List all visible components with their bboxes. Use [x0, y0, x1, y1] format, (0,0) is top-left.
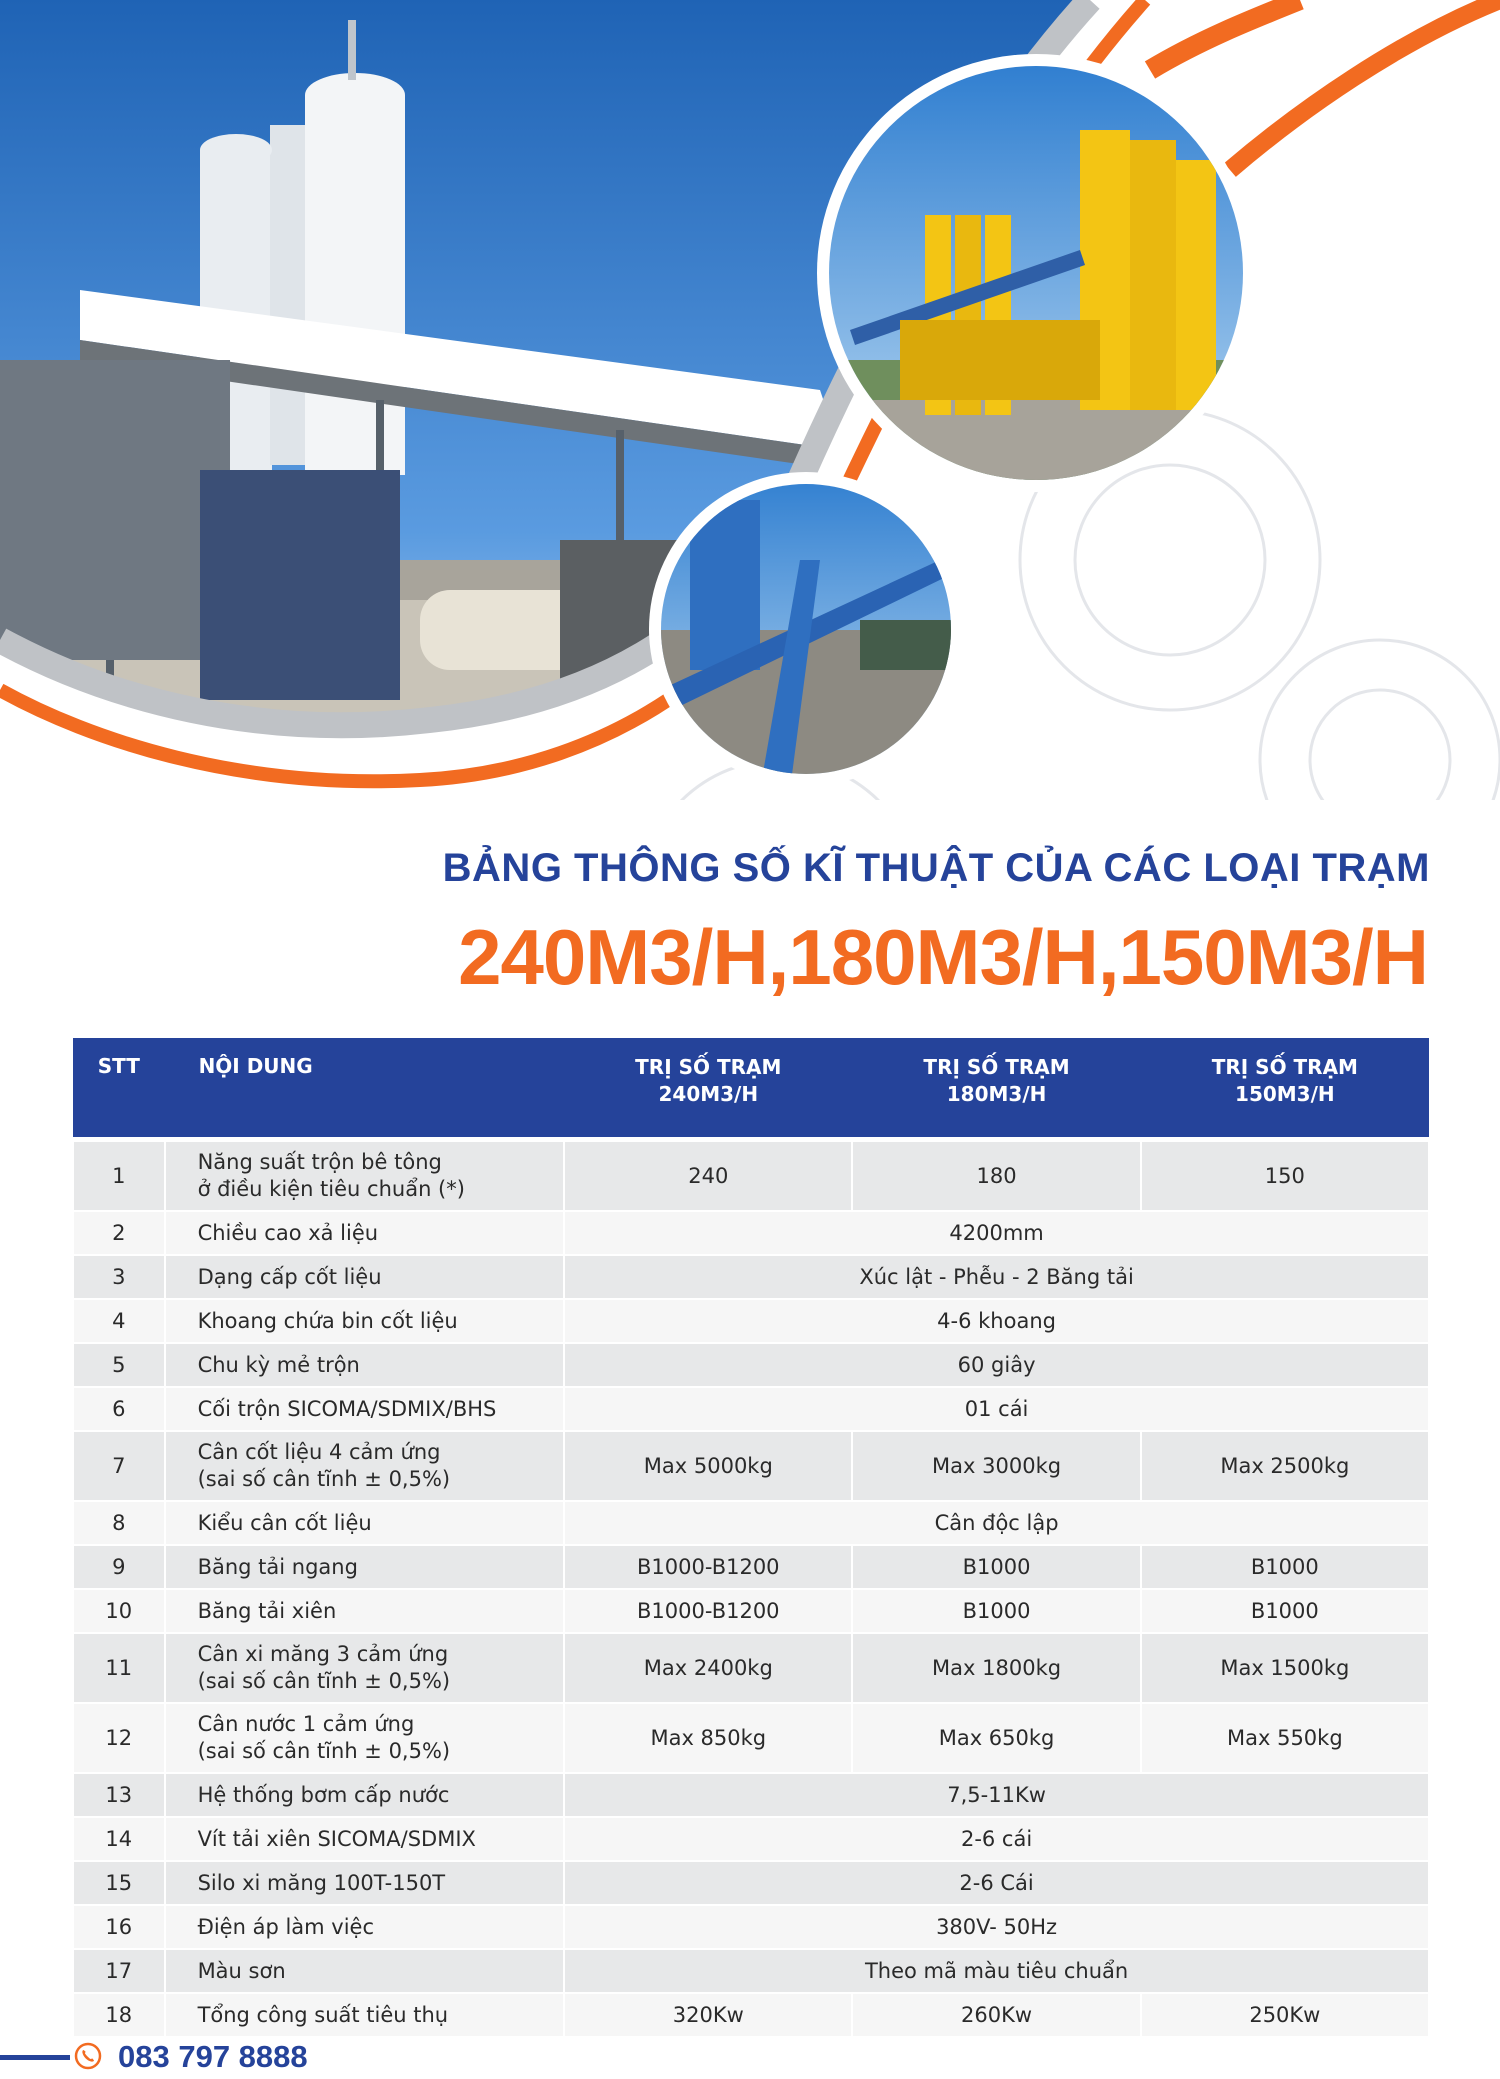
row-value-shared: 380V- 50Hz [564, 1905, 1429, 1949]
row-content: Kiểu cân cốt liệu [165, 1501, 565, 1545]
row-content: Hệ thống bơm cấp nước [165, 1773, 565, 1817]
row-value-shared: Theo mã màu tiêu chuẩn [564, 1949, 1429, 1993]
table-row [73, 1993, 1429, 2037]
table-row [73, 1633, 1429, 1703]
row-content: Cân xi măng 3 cảm ứng (sai số cân tĩnh ± 0,5%) [165, 1633, 565, 1703]
header-col-150: TRỊ SỐ TRẠM 150M3/H [1141, 1038, 1429, 1140]
row-stt: 11 [73, 1633, 165, 1703]
row-value-shared: Cân độc lập [564, 1501, 1429, 1545]
hero-artwork [0, 0, 1500, 800]
table-row [73, 1589, 1429, 1633]
header-col-180: TRỊ SỐ TRẠM 180M3/H [852, 1038, 1140, 1140]
table-row [73, 1703, 1429, 1773]
page-subtitle: 240M3/H,180M3/H,150M3/H [458, 913, 1428, 1001]
table-row [73, 1817, 1429, 1861]
row-value-180: B1000 [852, 1589, 1140, 1633]
row-content: Tổng công suất tiêu thụ [165, 1993, 565, 2037]
row-content: Màu sơn [165, 1949, 565, 1993]
row-content: Băng tải ngang [165, 1545, 565, 1589]
row-value-180: 260Kw [852, 1993, 1140, 2037]
header-content: NỘI DUNG [165, 1038, 565, 1140]
row-value-180: Max 3000kg [852, 1431, 1140, 1501]
row-stt: 14 [73, 1817, 165, 1861]
row-value-240: B1000-B1200 [564, 1589, 852, 1633]
row-value-shared: 01 cái [564, 1387, 1429, 1431]
table-header-row [73, 1038, 1429, 1140]
row-content: Chu kỳ mẻ trộn [165, 1343, 565, 1387]
row-content: Silo xi măng 100T-150T [165, 1861, 565, 1905]
row-content: Vít tải xiên SICOMA/SDMIX [165, 1817, 565, 1861]
row-value-150: B1000 [1141, 1545, 1429, 1589]
row-value-shared: 4200mm [564, 1211, 1429, 1255]
row-stt: 9 [73, 1545, 165, 1589]
row-stt: 13 [73, 1773, 165, 1817]
row-content: Dạng cấp cốt liệu [165, 1255, 565, 1299]
row-stt: 1 [73, 1140, 165, 1212]
table-row [73, 1773, 1429, 1817]
row-value-240: Max 2400kg [564, 1633, 852, 1703]
row-content: Năng suất trộn bê tông ở điều kiện tiêu chuẩn (*) [165, 1140, 565, 1212]
footer-bar [0, 2055, 70, 2060]
phone-number[interactable]: 083 797 8888 [118, 2039, 308, 2074]
table-row [73, 1861, 1429, 1905]
row-stt: 16 [73, 1905, 165, 1949]
page-title: BẢNG THÔNG SỐ KĨ THUẬT CỦA CÁC LOẠI TRẠM [442, 846, 1430, 890]
row-stt: 4 [73, 1299, 165, 1343]
spec-table [72, 1038, 1430, 2038]
row-value-240: Max 850kg [564, 1703, 852, 1773]
row-stt: 5 [73, 1343, 165, 1387]
table-row [73, 1255, 1429, 1299]
row-value-shared: Xúc lật - Phễu - 2 Băng tải [564, 1255, 1429, 1299]
row-value-180: Max 650kg [852, 1703, 1140, 1773]
table-row [73, 1343, 1429, 1387]
table-row [73, 1431, 1429, 1501]
table-row [73, 1211, 1429, 1255]
row-value-180: Max 1800kg [852, 1633, 1140, 1703]
row-value-150: 150 [1141, 1140, 1429, 1212]
table-row [73, 1949, 1429, 1993]
row-stt: 8 [73, 1501, 165, 1545]
row-value-shared: 4-6 khoang [564, 1299, 1429, 1343]
row-content: Khoang chứa bin cốt liệu [165, 1299, 565, 1343]
hero-banner [0, 0, 1500, 800]
row-stt: 2 [73, 1211, 165, 1255]
row-value-shared: 2-6 cái [564, 1817, 1429, 1861]
row-content: Băng tải xiên [165, 1589, 565, 1633]
row-stt: 6 [73, 1387, 165, 1431]
row-content: Cân nước 1 cảm ứng (sai số cân tĩnh ± 0,5%) [165, 1703, 565, 1773]
row-value-shared: 60 giây [564, 1343, 1429, 1387]
header-stt: STT [73, 1038, 165, 1140]
header-col-240: TRỊ SỐ TRẠM 240M3/H [564, 1038, 852, 1140]
row-stt: 15 [73, 1861, 165, 1905]
footer-contact [0, 2039, 400, 2074]
row-stt: 7 [73, 1431, 165, 1501]
row-value-240: 320Kw [564, 1993, 852, 2037]
row-value-150: Max 1500kg [1141, 1633, 1429, 1703]
row-value-240: Max 5000kg [564, 1431, 852, 1501]
table-row [73, 1140, 1429, 1212]
row-stt: 18 [73, 1993, 165, 2037]
table-row [73, 1905, 1429, 1949]
row-content: Cân cốt liệu 4 cảm ứng (sai số cân tĩnh ± 0,5%) [165, 1431, 565, 1501]
row-value-180: 180 [852, 1140, 1140, 1212]
table-row [73, 1501, 1429, 1545]
row-stt: 10 [73, 1589, 165, 1633]
row-value-240: 240 [564, 1140, 852, 1212]
row-content: Điện áp làm việc [165, 1905, 565, 1949]
row-value-180: B1000 [852, 1545, 1140, 1589]
row-value-150: Max 2500kg [1141, 1431, 1429, 1501]
phone-icon [74, 2042, 102, 2070]
row-content: Cối trộn SICOMA/SDMIX/BHS [165, 1387, 565, 1431]
row-value-shared: 7,5-11Kw [564, 1773, 1429, 1817]
row-value-150: B1000 [1141, 1589, 1429, 1633]
table-row [73, 1545, 1429, 1589]
row-value-240: B1000-B1200 [564, 1545, 852, 1589]
row-value-150: Max 550kg [1141, 1703, 1429, 1773]
table-row [73, 1299, 1429, 1343]
row-value-shared: 2-6 Cái [564, 1861, 1429, 1905]
row-value-150: 250Kw [1141, 1993, 1429, 2037]
row-stt: 17 [73, 1949, 165, 1993]
row-stt: 3 [73, 1255, 165, 1299]
table-row [73, 1387, 1429, 1431]
row-stt: 12 [73, 1703, 165, 1773]
row-content: Chiều cao xả liệu [165, 1211, 565, 1255]
